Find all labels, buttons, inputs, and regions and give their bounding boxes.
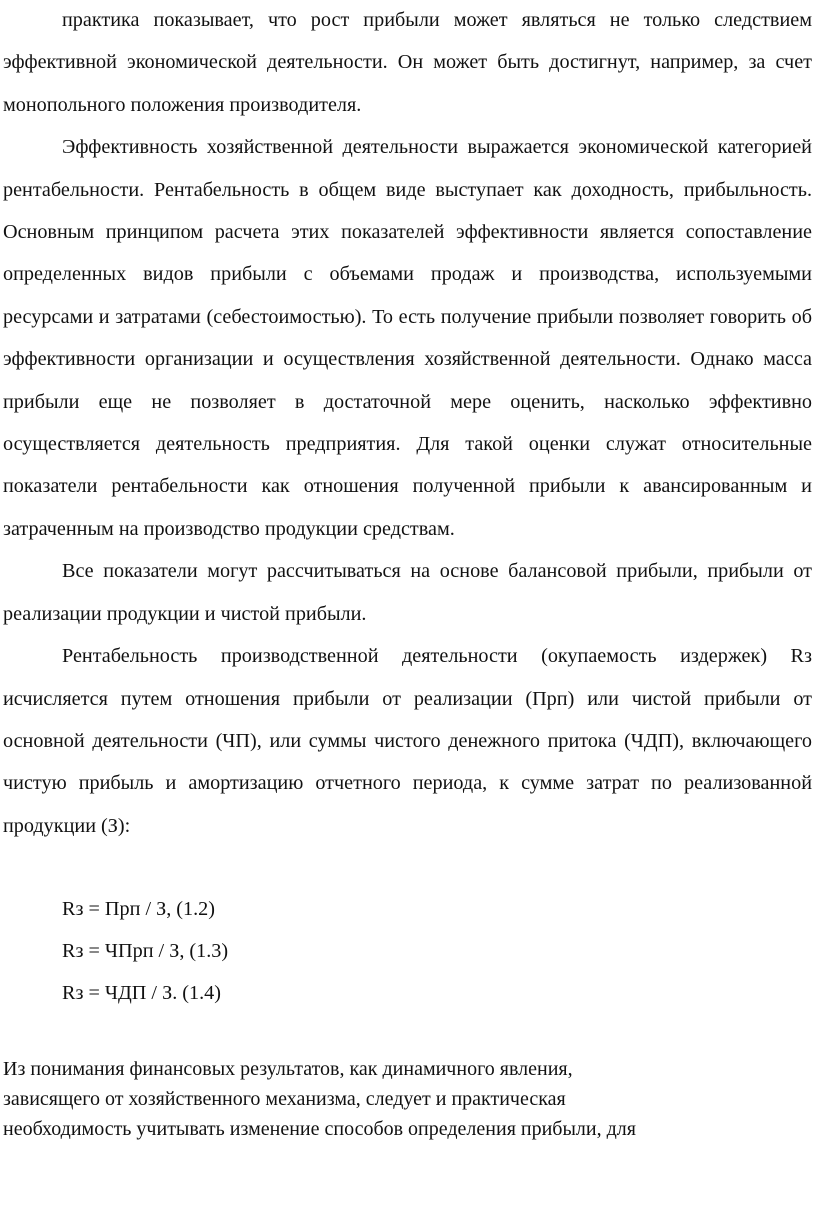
- formula-1-2: Rз = Прп / З, (1.2): [62, 898, 215, 921]
- paragraph-profit-growth: практика показывает, что рост прибыли может являться не только следствием эффективной экономической деятельности. Он может быть достигнут, например, за счет монопольного положения производителя.: [3, 9, 812, 116]
- paragraph-production-profitability: Рентабельность производственной деятельности (окупаемость издержек) Rз исчисляется путем отношения прибыли от реализации (Прп) или чистой прибыли от основной деятельности (ЧП), или суммы чистого денежного притока (ЧДП), включающего чистую прибыль и амортизацию отчетного периода, к сумме затрат по реализованной продукции (З):: [3, 645, 812, 837]
- paragraph-efficiency-profitability: Эффективность хозяйственной деятельности выражается экономической категорией рентабельности. Рентабельность в общем виде выступает как доходность, прибыльность. Основным принципом расчета этих показателей эффективности является сопоставление определенных видов прибыли с объемами продаж и производства, используемыми ресурсами и затратами (себестоимостью). То есть получение прибыли позволяет говорить об эффективности организации и осуществления хозяйственной деятельности. Однако масса прибыли еще не позволяет в достаточной мере оценить, насколько эффективно осуществляется деятельность предприятия. Для такой оценки служат относительные показатели рентабельности как отношения полученной прибыли к авансированным и затраченным на производство продукции средствам.: [3, 136, 812, 540]
- formula-1-3: Rз = ЧПрп / З, (1.3): [62, 940, 229, 963]
- closing-line-1: Из понимания финансовых результатов, как динамичного явления,: [3, 1058, 573, 1081]
- closing-paragraph: [3, 1054, 812, 1144]
- formula-1-4: Rз = ЧДП / З. (1.4): [62, 982, 221, 1005]
- formula-block: [3, 888, 812, 1014]
- closing-line-2: зависящего от хозяйственного механизма, следует и практическая: [3, 1088, 566, 1111]
- paragraph-indicators-basis: Все показатели могут рассчитываться на основе балансовой прибыли, прибыли от реализации продукции и чистой прибыли.: [3, 560, 812, 625]
- closing-line-3: необходимость учитывать изменение способов определения прибыли, для: [3, 1118, 636, 1141]
